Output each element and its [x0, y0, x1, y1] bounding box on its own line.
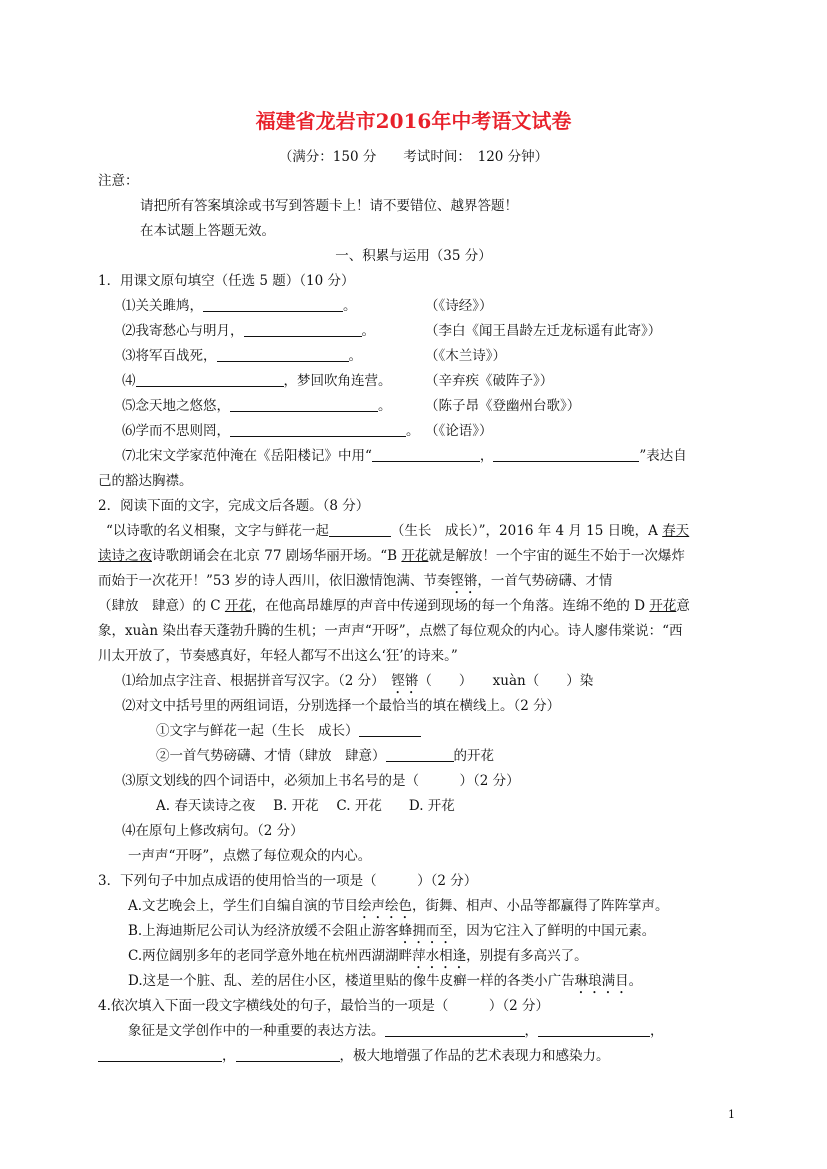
- q2-sub-3: ⑶原文划线的四个词语中，必须加上书名号的是（ ）（2 分）: [122, 773, 520, 789]
- q2-sub-4: ⑷在原句上修改病句。（2 分）: [122, 823, 304, 839]
- q1-item-2-source: （李白《闻王昌龄左迁龙标遥有此寄》）: [425, 323, 662, 339]
- notice-heading: 注意：: [98, 173, 139, 189]
- answer-blank[interactable]: [493, 447, 639, 462]
- q2-sub-1: ⑴给加点字注音、根据拼音写汉字。（2 分） 铿锵（ ） xuàn（ ）染: [122, 673, 594, 689]
- q4-stem: 4.依次填入下面一段文字横线处的句子，最恰当的一项是（ ）（2 分）: [98, 998, 550, 1014]
- answer-blank[interactable]: [329, 522, 391, 537]
- q1-item-7-continued: 己的豁达胸襟。: [98, 473, 193, 489]
- answer-blank[interactable]: [98, 1047, 222, 1062]
- answer-blank[interactable]: [236, 1047, 340, 1062]
- q3-option-d: D.这是一个脏、乱、差的居住小区，楼道里贴的像牛皮癣一样的各类小广告琳琅满目。: [128, 973, 643, 989]
- q1-item-4-source: （辛弃疾《破阵子》）: [425, 373, 554, 389]
- q4-text-line-2: ， ，极大地增强了作品的艺术表现力和感染力。: [98, 1046, 610, 1066]
- q3-stem: 3．下列句子中加点成语的使用恰当的一项是（ ）（2 分）: [98, 873, 478, 889]
- q3-option-b: B.上海迪斯尼公司认为经济放缓不会阻止游客蜂拥而至，因为它注入了鲜明的中国元素。: [128, 923, 656, 939]
- q1-item-6: ⑹学而不思则罔， 。: [122, 423, 420, 439]
- q2-sub-3-options: A. 春天读诗之夜 B. 开花 C. 开花 D. 开花: [156, 798, 455, 814]
- answer-blank[interactable]: [385, 1022, 525, 1037]
- answer-blank[interactable]: [386, 747, 454, 762]
- q2-sub-2a: ①文字与鲜花一起（生长 成长）: [156, 721, 421, 741]
- q2-passage-line-1: “以诗歌的名义相聚，文字与鲜花一起 （生长 成长）”，2016 年 4 月 15 日晚，A 春天: [106, 523, 690, 539]
- page-number: 1: [728, 1108, 735, 1121]
- q1-item-5: ⑸念天地之悠悠， 。: [122, 398, 392, 414]
- notice-line-1: 请把所有答案填涂或书写到答题卡上！请不要错位、越界答题！: [140, 198, 518, 214]
- q1-item-6-source: （《论语》）: [425, 423, 493, 439]
- q2-passage-line-2: 读诗之夜诗歌朗诵会在北京 77 剧场华丽开场。“B 开花就是解放！一个宇宙的诞生不始于一次爆炸: [98, 548, 685, 564]
- q2-passage-line-6: 川太开放了，节奏感真好，年轻人都写不出这么‘狂’的诗来。”: [98, 648, 458, 664]
- answer-blank[interactable]: [217, 347, 349, 362]
- q1-item-3-source: （《木兰诗》）: [425, 348, 506, 364]
- answer-blank[interactable]: [203, 297, 343, 312]
- q2-passage-line-3: 而始于一次花开！”53 岁的诗人西川，依旧激情饱满、节奏铿锵，一首气势磅礴、才情: [98, 573, 613, 589]
- exam-subtitle: （满分：150 分 考试时间： 120 分钟）: [278, 149, 549, 165]
- q4-text-line-1: 象征是文学创作中的一种重要的表达方法。 ， ，: [128, 1023, 664, 1039]
- q1-item-4: ⑷ ，梦回吹角连营。: [122, 373, 392, 389]
- answer-blank[interactable]: [230, 422, 406, 437]
- exam-title: 福建省龙岩市2016年中考语文试卷: [255, 109, 572, 133]
- q2-sub-4-sentence: 一声声“开呀”，点燃了每位观众的内心。: [128, 848, 372, 864]
- answer-blank[interactable]: [538, 1022, 650, 1037]
- q1-item-1-source: （《诗经》）: [425, 298, 493, 314]
- q2-passage-line-5: 象，xuàn 染出春天蓬勃升腾的生机；一声声“开呀”，点燃了每位观众的内心。诗人廖伟棠说：“西: [98, 623, 683, 639]
- section-heading: 一、积累与运用（35 分）: [335, 248, 492, 264]
- q3-option-a: A.文艺晚会上，学生们自编自演的节目绘声绘色，街舞、相声、小品等都赢得了阵阵掌声。: [128, 898, 669, 914]
- q1-item-5-source: （陈子昂《登幽州台歌》）: [425, 398, 581, 414]
- q1-item-1: ⑴关关雎鸠， 。: [122, 298, 357, 314]
- q1-item-7: ⑺北宋文学家范仲淹在《岳阳楼记》中用“ ， ”表达自: [122, 448, 687, 464]
- q2-sub-2b: ②一首气势磅礴、才情（肆放 肆意） 的开花: [156, 748, 494, 764]
- answer-blank[interactable]: [244, 322, 362, 337]
- q3-option-c: C.两位阔别多年的老同学意外地在杭州西湖湖畔萍水相逢，别提有多高兴了。: [128, 948, 588, 964]
- q1-item-2: ⑵我寄愁心与明月， 。: [122, 323, 375, 339]
- q1-item-3: ⑶将军百战死， 。: [122, 348, 362, 364]
- answer-blank[interactable]: [230, 397, 378, 412]
- answer-blank[interactable]: [372, 447, 480, 462]
- q2-passage-line-4: （肆放 肆意）的 C 开花，在他高昂雄厚的声音中传递到现场的每一个角落。连绵不绝的 D 开花意: [98, 598, 690, 614]
- q2-sub-2: ⑵对文中括号里的两组词语，分别选择一个最恰当的填在横线上。（2 分）: [122, 698, 561, 714]
- answer-blank[interactable]: [136, 372, 284, 387]
- q1-stem: 1．用课文原句填空（任选 5 题）（10 分）: [98, 273, 355, 289]
- notice-line-2: 在本试题上答题无效。: [140, 223, 275, 239]
- q2-stem: 2．阅读下面的文字，完成文后各题。（8 分）: [98, 498, 370, 514]
- answer-blank[interactable]: [359, 722, 421, 737]
